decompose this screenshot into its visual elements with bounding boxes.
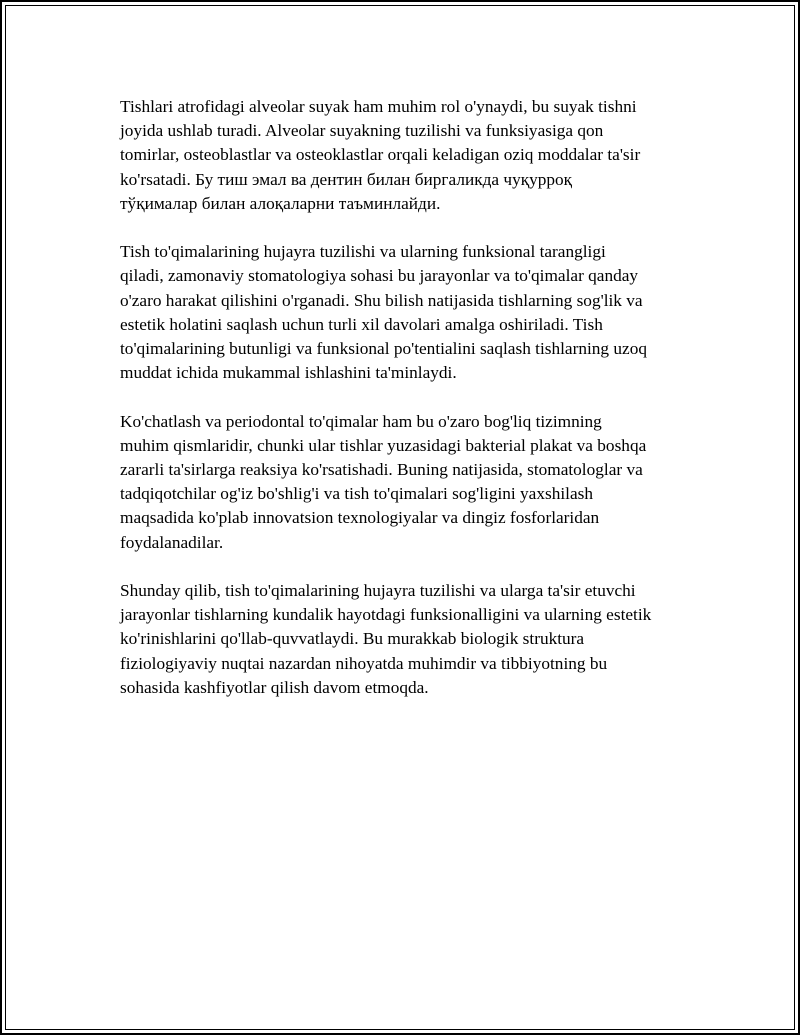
document-body [120, 95, 695, 724]
paragraph-periodontal-tissues: Ko'chatlash va periodontal to'qimalar ham bu o'zaro bog'liq tizimning muhim qismlaridir, chunki ular tishlar yuzasidagi bakterial plakat va boshqa zararli ta'sirlarga reaksiya ko'rsatishadi. Buning natijasida, stomatologlar va tadqiqotchilar og'iz bo'shlig'i va tish to'qimalari sog'ligini yaxshilash maqsadida ko'plab innovatsion texnologiyalar va dingiz fosforlaridan foydalanadilar. [120, 411, 647, 552]
paragraph-alveolar-bone: Tishlari atrofidagi alveolar suyak ham muhim rol o'ynaydi, bu suyak tishni joyida ushlab turadi. Alveolar suyakning tuzilishi va funksiyasiga qon tomirlar, osteoblastlar va osteoklastlar orqali keladigan oziq moddalar ta'sir ko'rsatadi. Бу тиш эмал ва дентин билан биргаликда чуқурроқ тўқималар билан алоқаларни таъминлайди. [120, 97, 641, 213]
paragraph-conclusion: Shunday qilib, tish to'qimalarining hujayra tuzilishi va ularga ta'sir etuvchi jarayonlar tishlarning kundalik hayotdagi funksionalligini va ularning estetik ko'rinishlarini qo'llab-quvvatlaydi. Bu murakkab biologik struktura fiziologiyaviy nuqtai nazardan nihoyatda muhimdir va tibbiyotning bu sohasida kashfiyotlar qilish davom etmoqda. [120, 581, 652, 697]
paragraph-tissue-structure: Tish to'qimalarining hujayra tuzilishi va ularning funksional tarangligi qiladi, zamonaviy stomatologiya sohasi bu jarayonlar va to'qimalar qanday o'zaro harakat qilishini o'rganadi. Shu bilish natijasida tishlarning sog'lik va estetik holatini saqlash uchun turli xil davolari amalga oshiriladi. Tish to'qimalarining butunligi va funksional po'tentialini saqlash tishlarning uzoq muddat ichida mukammal ishlashini ta'minlaydi. [120, 242, 647, 383]
